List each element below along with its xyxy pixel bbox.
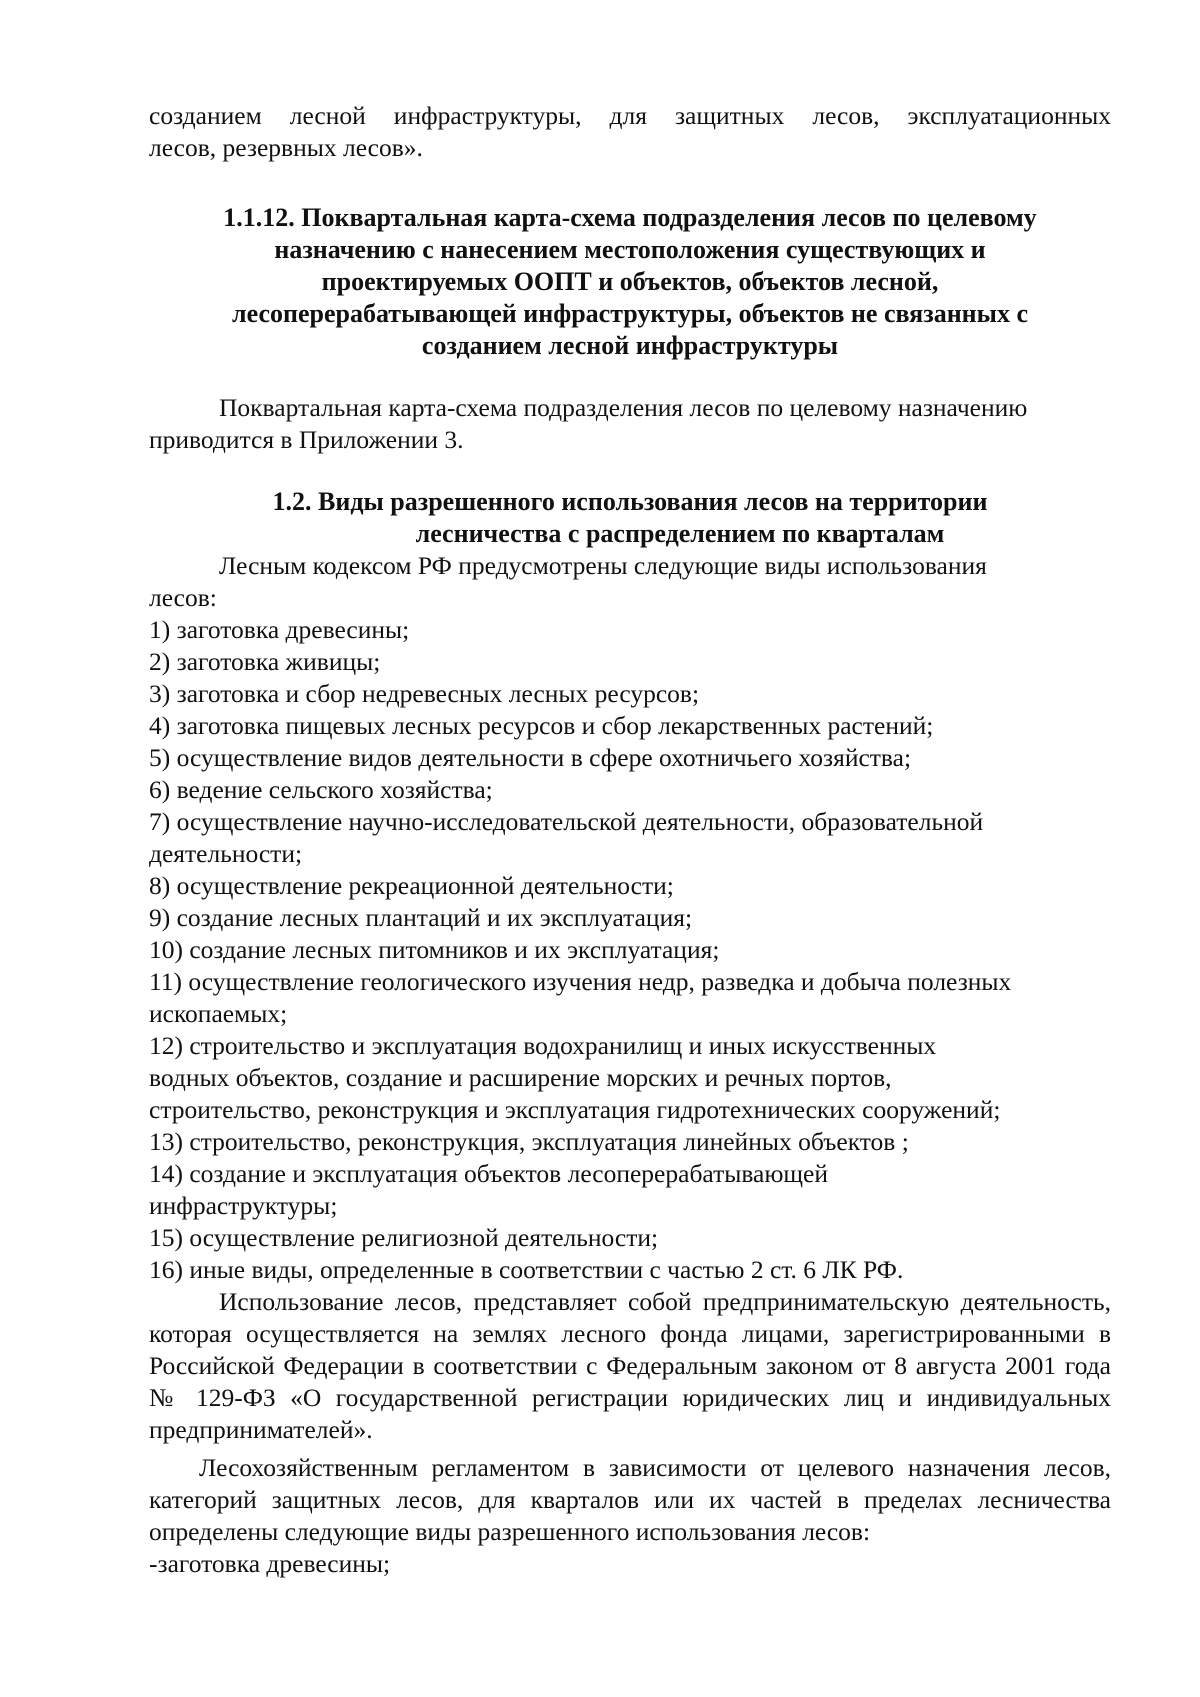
list-item-line: 12) строительство и эксплуатация водохранилищ и иных искусственных (149, 1031, 937, 1060)
document-page (149, 100, 1111, 1580)
heading-line: 1.2. Виды разрешенного использования лесов на территории (272, 487, 988, 516)
intro-line: лесов: (149, 583, 217, 612)
list-item (149, 774, 1111, 806)
list-item (149, 934, 1111, 966)
uses-list (149, 614, 1111, 1286)
list-item (149, 1254, 1111, 1286)
list-item-line: 10) создание лесных питомников и их эксплуатация; (149, 935, 720, 964)
list-item-line: 16) иные виды, определенные в соответствии с частью 2 ст. 6 ЛК РФ. (149, 1255, 904, 1284)
top-paragraph (149, 100, 1111, 164)
list-item-line: водных объектов, создание и расширение морских и речных портов, (149, 1063, 892, 1092)
list-item (149, 902, 1111, 934)
final-item: -заготовка древесины; (149, 1549, 391, 1578)
body-line: Поквартальная карта-схема подразделения лесов по целевому назначению (219, 393, 1028, 422)
list-item-line: ископаемых; (149, 999, 288, 1028)
heading-line: назначению с нанесением местоположения существующих и (274, 235, 986, 264)
list-item-line: деятельности; (149, 839, 303, 868)
list-item-line: 11) осуществление геологического изучения недр, разведка и добыча полезных (149, 967, 1012, 996)
list-item (149, 870, 1111, 902)
body-line: приводится в Приложении 3. (149, 425, 464, 454)
list-item-line: строительство, реконструкция и эксплуатация гидротехнических сооружений; (149, 1095, 1001, 1124)
regulation-paragraph: Лесохозяйственным регламентом в зависимости от целевого назначения лесов, категорий защитных лесов, для кварталов или их частей в пределах лесничества определены следующие виды разрешенного использования лесов: (149, 1453, 1111, 1546)
usage-paragraph: Использование лесов, представляет собой предпринимательскую деятельность, которая осуществляется на землях лесного фонда лицами, зарегистрированными в Российской Федерации в соответствии с Федеральным законом от 8 августа 2001 года № 129-ФЗ «О государственной регистрации юридических лиц и индивидуальных предпринимателей». (149, 1287, 1111, 1444)
heading-line: 1.1.12. Поквартальная карта-схема подразделения лесов по целевому (223, 203, 1037, 232)
list-item-line: 5) осуществление видов деятельности в сфере охотничьего хозяйства; (149, 743, 912, 772)
intro-line: Лесным кодексом РФ предусмотрены следующие виды использования (219, 551, 987, 580)
list-item-line: 14) создание и эксплуатация объектов лесоперерабатывающей (149, 1159, 829, 1188)
list-item-line: 15) осуществление религиозной деятельности; (149, 1223, 659, 1252)
list-item-line: 1) заготовка древесины; (149, 615, 410, 644)
list-item (149, 710, 1111, 742)
section-1-1-12-heading (149, 202, 1111, 362)
section-1-1-12-body (149, 392, 1111, 456)
list-item-line: 4) заготовка пищевых лесных ресурсов и сбор лекарственных растений; (149, 711, 934, 740)
list-item-line: 8) осуществление рекреационной деятельности; (149, 871, 674, 900)
list-item (149, 646, 1111, 678)
list-item-line: 7) осуществление научно-исследовательской деятельности, образовательной (149, 807, 984, 836)
list-item (149, 1158, 1111, 1222)
list-item (149, 1030, 1111, 1126)
list-item-line: 2) заготовка живицы; (149, 647, 381, 676)
list-item (149, 806, 1111, 870)
list-item (149, 966, 1111, 1030)
list-item (149, 678, 1111, 710)
list-item-line: инфраструктуры; (149, 1191, 338, 1220)
list-item-line: 9) создание лесных плантаций и их эксплуатация; (149, 903, 693, 932)
top-paragraph-line: созданием лесной инфраструктуры, для защитных лесов, эксплуатационных (149, 101, 1111, 130)
heading-line: проектируемых ООПТ и объектов, объектов лесной, (321, 267, 939, 296)
section-1-2-intro (149, 550, 1111, 614)
heading-line: лесоперерабатывающей инфраструктуры, объектов не связанных с (232, 299, 1028, 328)
heading-line: созданием лесной инфраструктуры (421, 331, 839, 360)
section-1-2-heading (149, 486, 1111, 550)
list-item (149, 1222, 1111, 1254)
list-item-line: 13) строительство, реконструкция, эксплуатация линейных объектов ; (149, 1127, 909, 1156)
list-item-line: 6) ведение сельского хозяйства; (149, 775, 493, 804)
list-item-line: 3) заготовка и сбор недревесных лесных ресурсов; (149, 679, 700, 708)
list-item (149, 742, 1111, 774)
top-paragraph-line: лесов, резервных лесов». (149, 133, 423, 162)
list-item (149, 614, 1111, 646)
heading-line: лесничества с распределением по кварталам (415, 519, 945, 548)
list-item (149, 1126, 1111, 1158)
